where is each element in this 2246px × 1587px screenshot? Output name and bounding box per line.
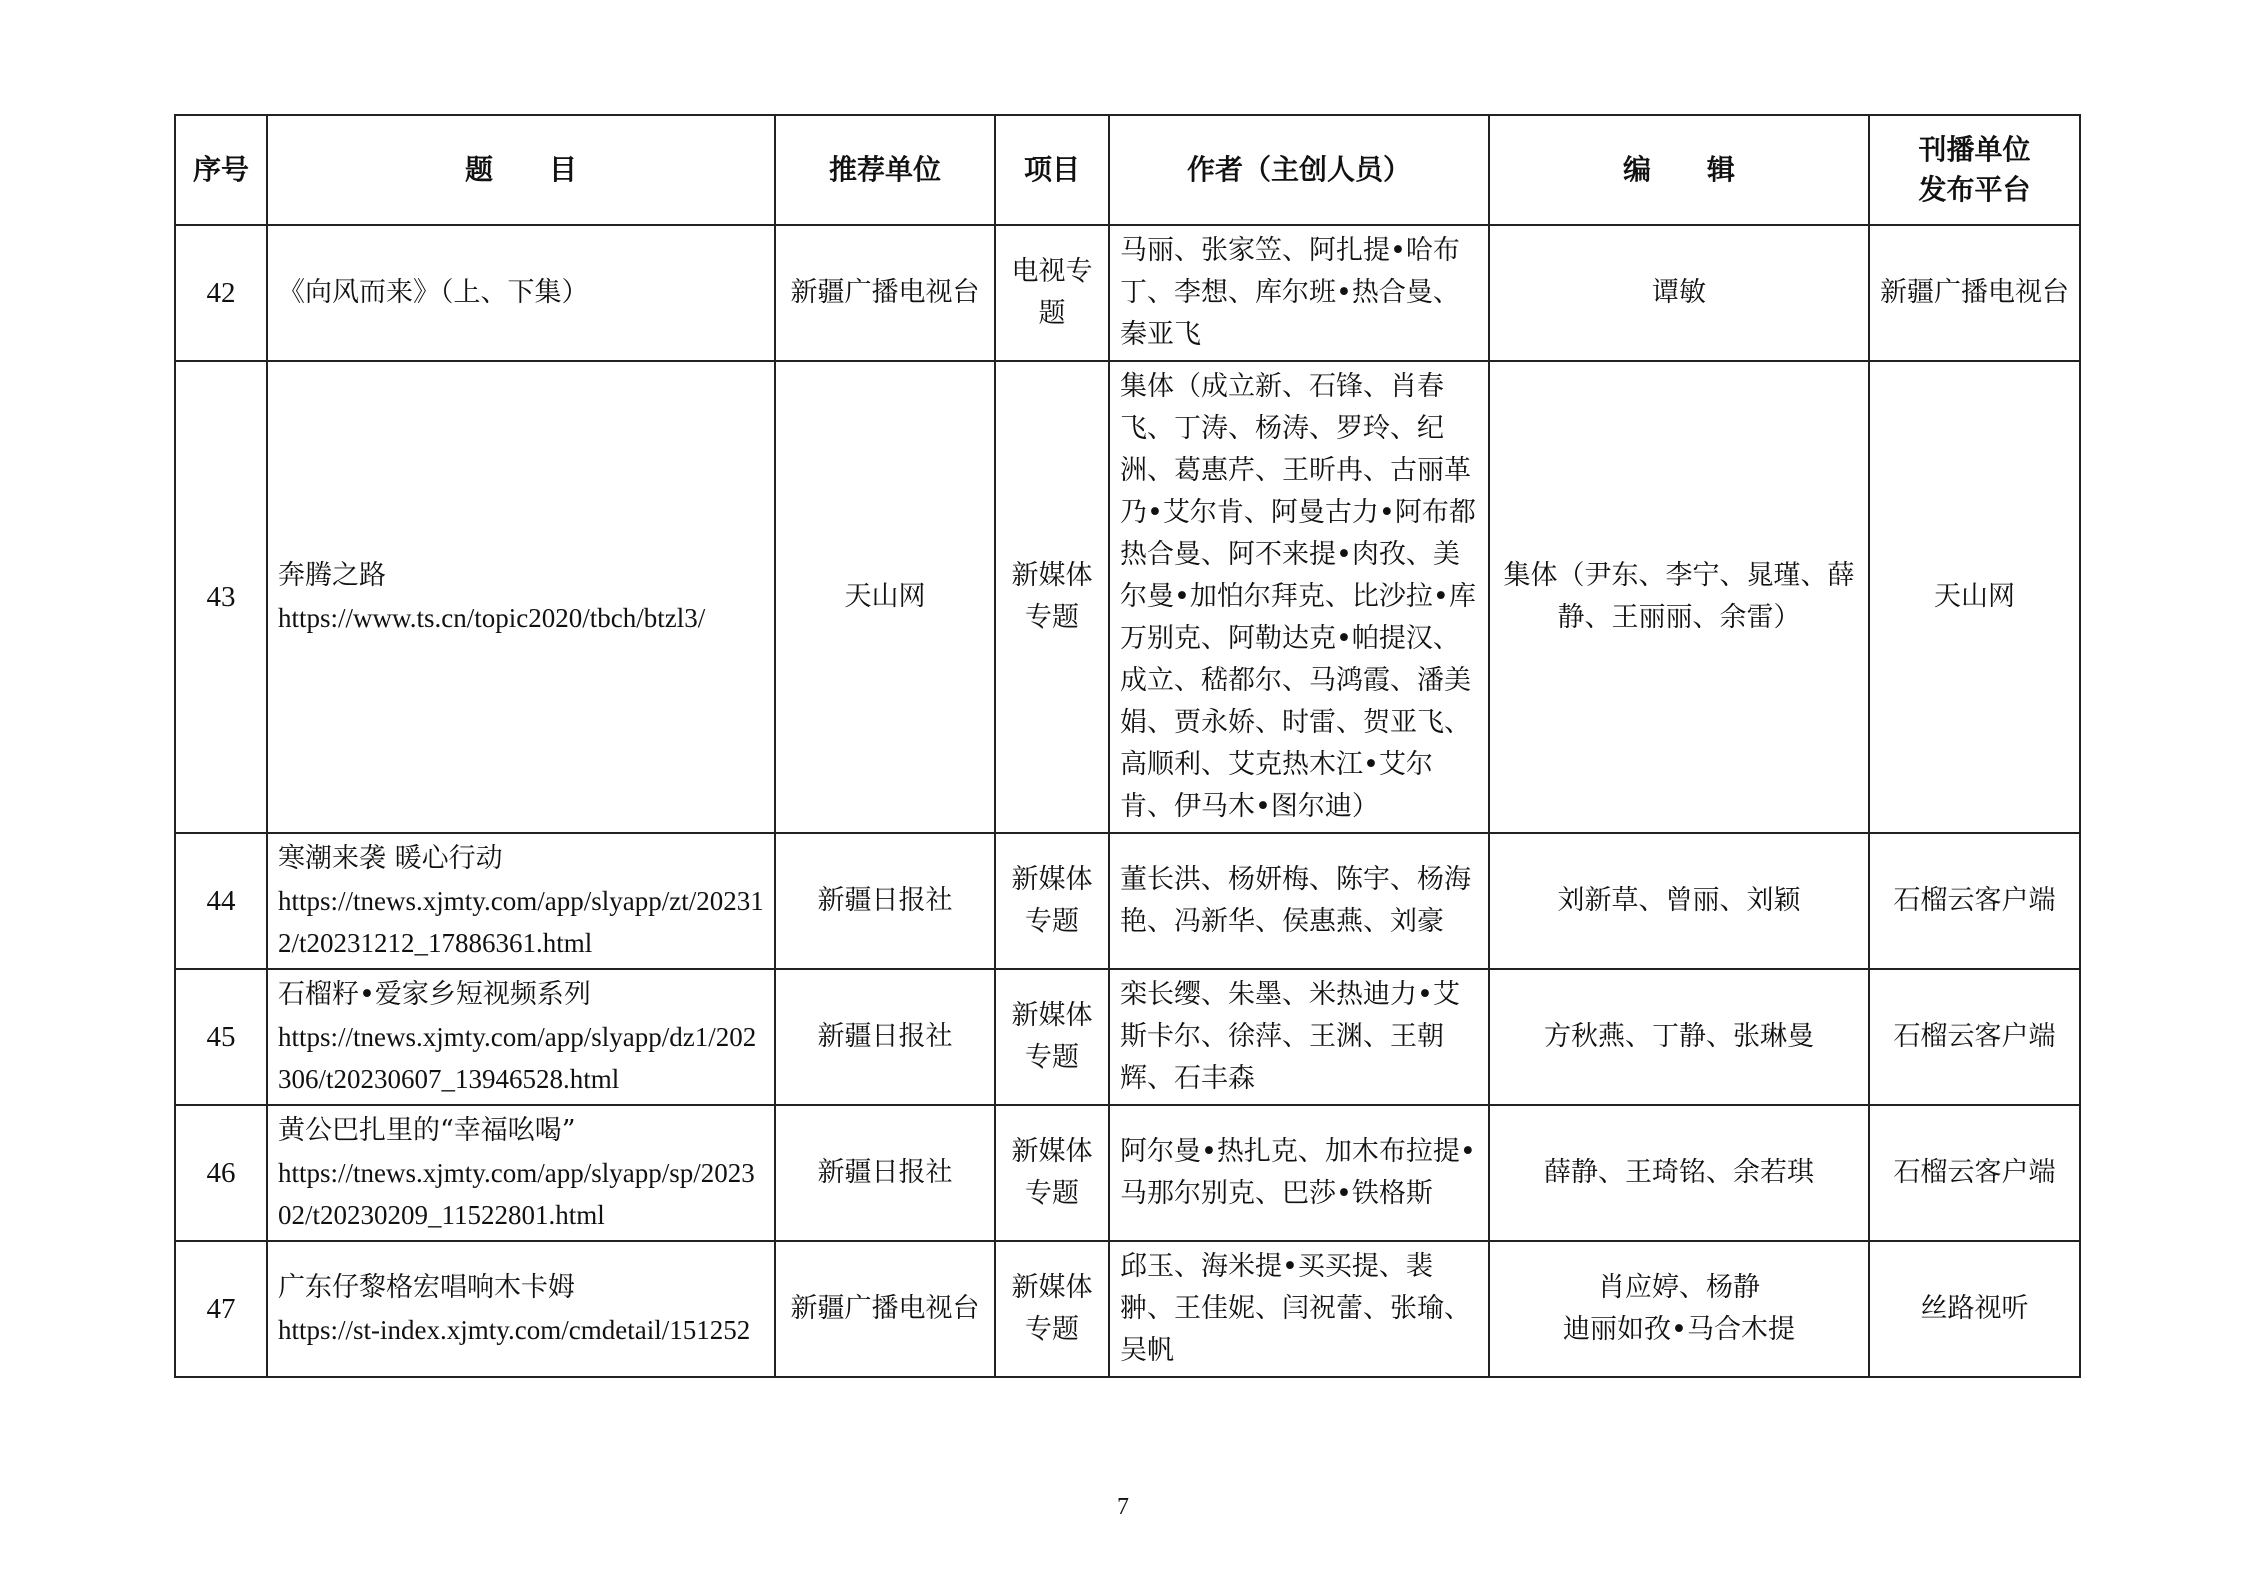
row-category: 新媒体专题 — [995, 1241, 1109, 1377]
row-category: 新媒体专题 — [995, 361, 1109, 833]
row-title: 黄公巴扎里的“幸福吆喝” — [278, 1115, 576, 1146]
header-unit: 推荐单位 — [775, 115, 995, 225]
awards-table — [174, 114, 2081, 1378]
row-url-link[interactable]: https://tnews.xjmty.com/app/slyapp/dz1/202306/t20230607_13946528.html — [278, 1022, 757, 1094]
row-authors: 栾长缨、朱墨、米热迪力•艾斯卡尔、徐萍、王渊、王朝辉、石丰森 — [1109, 969, 1489, 1105]
row-title-cell — [267, 833, 775, 969]
table-row — [175, 1105, 2080, 1241]
row-title-cell — [267, 361, 775, 833]
awards-table-container — [174, 114, 2079, 1378]
row-authors: 马丽、张家笠、阿扎提•哈布丁、李想、库尔班•热合曼、秦亚飞 — [1109, 225, 1489, 361]
row-index: 47 — [175, 1241, 267, 1377]
row-title: 石榴籽•爱家乡短视频系列 — [278, 979, 591, 1010]
table-row — [175, 361, 2080, 833]
row-index: 43 — [175, 361, 267, 833]
row-category: 新媒体专题 — [995, 1105, 1109, 1241]
row-unit: 天山网 — [775, 361, 995, 833]
row-url-link[interactable]: https://www.ts.cn/topic2020/tbch/btzl3/ — [278, 603, 706, 633]
row-editors: 肖应婷、杨静 — [1598, 1272, 1760, 1303]
row-title: 《向风而来》（上、下集） — [278, 277, 589, 308]
row-platform: 石榴云客户端 — [1869, 969, 2080, 1105]
row-title-cell — [267, 225, 775, 361]
row-unit: 新疆日报社 — [775, 969, 995, 1105]
row-index: 44 — [175, 833, 267, 969]
row-authors: 阿尔曼•热扎克、加木布拉提•马那尔别克、巴莎•铁格斯 — [1109, 1105, 1489, 1241]
header-platform-line1: 刊播单位 — [1918, 133, 2031, 166]
row-title: 寒潮来袭 暖心行动 — [278, 843, 503, 874]
row-unit: 新疆广播电视台 — [775, 1241, 995, 1377]
row-platform: 丝路视听 — [1869, 1241, 2080, 1377]
table-row — [175, 1241, 2080, 1377]
row-title-cell — [267, 1105, 775, 1241]
header-authors: 作者（主创人员） — [1109, 115, 1489, 225]
row-authors: 邱玉、海米提•买买提、裴翀、王佳妮、闫祝蕾、张瑜、吴帆 — [1109, 1241, 1489, 1377]
table-row — [175, 969, 2080, 1105]
row-unit: 新疆日报社 — [775, 833, 995, 969]
table-row — [175, 225, 2080, 361]
row-editors: 集体（尹东、李宁、晁瑾、薛静、王丽丽、余雷） — [1489, 361, 1869, 833]
row-platform: 石榴云客户端 — [1869, 1105, 2080, 1241]
row-category: 新媒体专题 — [995, 833, 1109, 969]
row-editors-cell — [1489, 1241, 1869, 1377]
page-number: 7 — [1117, 1494, 1129, 1520]
row-editors-line2: 迪丽如孜•马合木提 — [1563, 1314, 1795, 1345]
header-index: 序号 — [175, 115, 267, 225]
header-title: 题 目 — [267, 115, 775, 225]
table-row — [175, 833, 2080, 969]
row-index: 42 — [175, 225, 267, 361]
row-title: 奔腾之路 — [278, 560, 386, 591]
row-platform: 新疆广播电视台 — [1869, 225, 2080, 361]
row-category: 新媒体专题 — [995, 969, 1109, 1105]
row-title: 广东仔黎格宏唱响木卡姆 — [278, 1272, 575, 1303]
row-unit: 新疆广播电视台 — [775, 225, 995, 361]
row-category: 电视专题 — [995, 225, 1109, 361]
row-authors: 集体（成立新、石锋、肖春飞、丁涛、杨涛、罗玲、纪洲、葛惠芹、王昕冉、古丽革乃•艾尔肯、阿曼古力•阿布都热合曼、阿不来提•肉孜、美尔曼•加怕尔拜克、比沙拉•库万别克、阿勒达克•帕提汉、成立、嵇都尔、马鸿霞、潘美娟、贾永娇、时雷、贺亚飞、高顺利、艾克热木江•艾尔肯、伊马木•图尔迪） — [1109, 361, 1489, 833]
header-editors: 编 辑 — [1489, 115, 1869, 225]
row-url-link[interactable]: https://tnews.xjmty.com/app/slyapp/zt/202312/t20231212_17886361.html — [278, 886, 764, 958]
row-editors: 方秋燕、丁静、张琳曼 — [1489, 969, 1869, 1105]
header-category: 项目 — [995, 115, 1109, 225]
row-platform: 石榴云客户端 — [1869, 833, 2080, 969]
row-editors: 谭敏 — [1489, 225, 1869, 361]
row-title-cell — [267, 1241, 775, 1377]
row-authors: 董长洪、杨妍梅、陈宇、杨海艳、冯新华、侯惠燕、刘豪 — [1109, 833, 1489, 969]
row-index: 46 — [175, 1105, 267, 1241]
row-platform: 天山网 — [1869, 361, 2080, 833]
row-title-cell — [267, 969, 775, 1105]
row-index: 45 — [175, 969, 267, 1105]
row-url-link[interactable]: https://tnews.xjmty.com/app/slyapp/sp/202302/t20230209_11522801.html — [278, 1158, 755, 1230]
row-unit: 新疆日报社 — [775, 1105, 995, 1241]
table-header-row — [175, 115, 2080, 225]
row-editors: 薛静、王琦铭、余若琪 — [1489, 1105, 1869, 1241]
header-platform — [1869, 115, 2080, 225]
row-editors: 刘新草、曾丽、刘颖 — [1489, 833, 1869, 969]
header-platform-line2: 发布平台 — [1918, 173, 2031, 206]
row-url-link[interactable]: https://st-index.xjmty.com/cmdetail/151252 — [278, 1315, 751, 1345]
